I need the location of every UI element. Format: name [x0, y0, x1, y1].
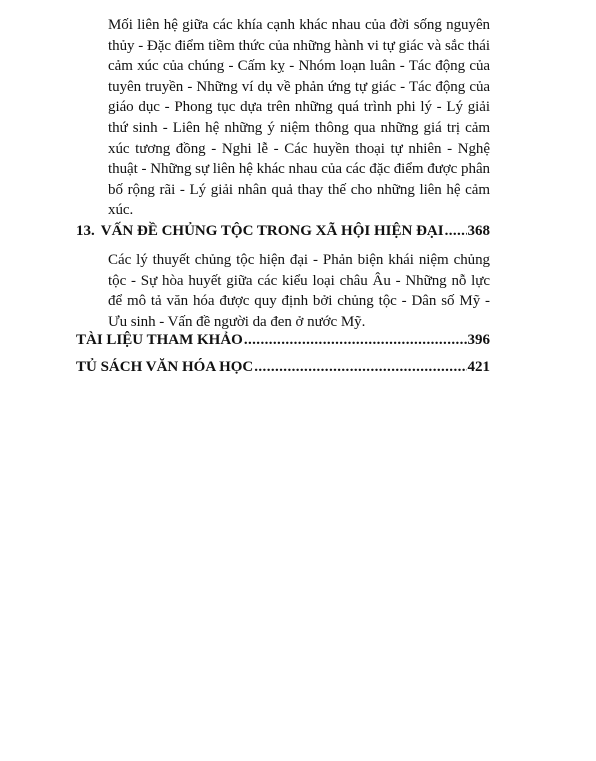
dot-leader — [244, 330, 467, 350]
page-number: 421 — [467, 359, 490, 375]
chapter-number: 13. — [76, 223, 95, 239]
page-number: 396 — [467, 332, 490, 348]
chapter-12-description: Mối liên hệ giữa các khía cạnh khác nhau của đời sống nguyên thủy - Đặc điểm tiềm thức của những hành vi tự giác và sắc thái cảm xúc của chúng - Cấm kỵ - Nhóm loạn luân - Tác động của tuyên truyền - Những ví dụ về phản ứng tự giác - Tác động của giáo dục - Phong tục dựa trên những quá trình phi lý - Lý giải thứ sinh - Liên hệ những ý niệm thông qua những giá trị cảm xúc tương đồng - Nghi lễ - Các huyền thoại tự nhiên - Nghệ thuật - Những sự liên hệ khác nhau của các đặc điểm được phân bố rộng rãi - Lý giải nhân quả thay thế cho những liên hệ cảm xúc. — [108, 17, 490, 219]
bookshelf-title: TỦ SÁCH VĂN HÓA HỌC — [76, 359, 254, 375]
toc-entry-bookshelf — [76, 357, 490, 377]
toc-entry-references — [76, 330, 490, 350]
dot-leader — [254, 357, 466, 377]
toc-entry-chapter-13 — [76, 221, 490, 241]
chapter-13-description: Các lý thuyết chủng tộc hiện đại - Phản biện khái niệm chủng tộc - Sự hòa huyết giữa các kiểu loại châu Âu - Những nỗ lực để mô tả văn hóa được quy định bởi chủng tộc - Dân số Mỹ - Ưu sinh - Vấn đề người da đen ở nước Mỹ. — [108, 252, 490, 330]
page-number: 368 — [467, 223, 490, 239]
chapter-title: VẤN ĐỀ CHỦNG TỘC TRONG XÃ HỘI HIỆN ĐẠI — [100, 223, 444, 239]
dot-leader — [445, 221, 467, 241]
references-title: TÀI LIỆU THAM KHẢO — [76, 332, 243, 348]
